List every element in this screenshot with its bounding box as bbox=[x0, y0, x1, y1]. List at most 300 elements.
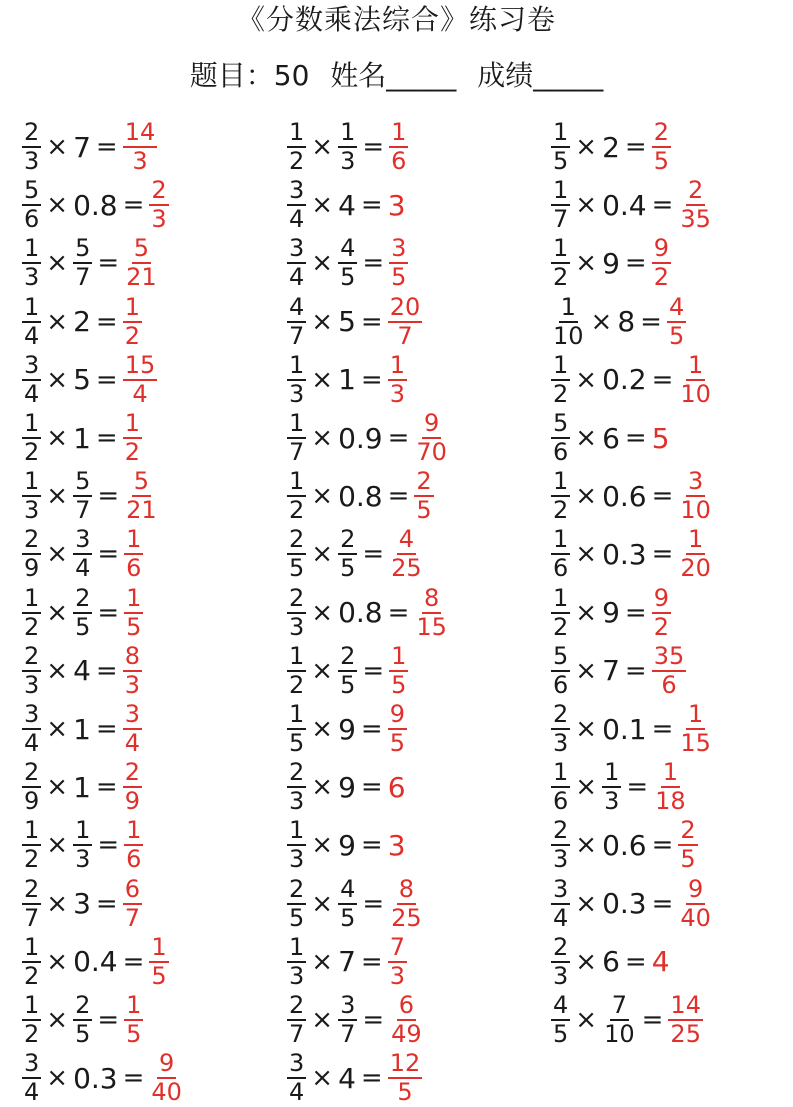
denominator: 3 bbox=[24, 496, 40, 525]
denominator: 3 bbox=[132, 147, 148, 175]
numerator: 3 bbox=[391, 234, 407, 263]
answer-fraction bbox=[123, 120, 158, 174]
number: 9 bbox=[338, 712, 356, 746]
numerator: 1 bbox=[340, 118, 356, 146]
fraction bbox=[287, 411, 306, 465]
denominator: 70 bbox=[416, 438, 447, 466]
number: 1 bbox=[338, 363, 356, 397]
numerator: 5 bbox=[133, 234, 150, 263]
fraction bbox=[287, 702, 306, 756]
numerator: 2 bbox=[680, 816, 696, 845]
numerator: 8 bbox=[124, 641, 140, 670]
denominator: 4 bbox=[289, 205, 305, 234]
equals-sign: = bbox=[360, 714, 383, 744]
equals-sign: = bbox=[360, 772, 383, 803]
multiplication-problem bbox=[549, 816, 700, 874]
answer-fraction bbox=[389, 236, 408, 290]
denominator: 5 bbox=[126, 1020, 142, 1048]
numerator: 1 bbox=[126, 991, 142, 1019]
fraction bbox=[22, 583, 41, 641]
times-sign: × bbox=[311, 1063, 334, 1094]
denominator: 7 bbox=[289, 321, 305, 350]
numerator: 6 bbox=[124, 874, 140, 903]
fraction bbox=[551, 350, 570, 408]
fraction bbox=[287, 527, 306, 581]
number: 7 bbox=[602, 654, 620, 688]
numerator: 2 bbox=[24, 525, 40, 554]
fraction bbox=[287, 932, 306, 990]
denominator: 2 bbox=[24, 1020, 40, 1048]
denominator: 2 bbox=[289, 496, 305, 525]
denominator: 3 bbox=[604, 787, 620, 816]
fraction bbox=[22, 236, 41, 290]
answer-number: 5 bbox=[651, 421, 670, 455]
number: 6 bbox=[602, 421, 620, 455]
answer-fraction bbox=[389, 874, 424, 932]
answer-fraction bbox=[123, 760, 142, 814]
multiplication-problem bbox=[20, 700, 144, 758]
denominator: 6 bbox=[391, 147, 407, 175]
number: 6 bbox=[602, 945, 620, 979]
answer-fraction bbox=[124, 583, 143, 641]
equals-sign: = bbox=[97, 248, 120, 279]
denominator: 6 bbox=[553, 438, 569, 466]
denominator: 3 bbox=[389, 961, 405, 990]
number: 1 bbox=[73, 421, 91, 455]
student-name-field: 姓名_____ bbox=[330, 59, 457, 92]
multiplication-problem bbox=[285, 234, 410, 292]
answer-fraction bbox=[389, 527, 424, 581]
answer-fraction bbox=[388, 932, 407, 990]
numerator: 1 bbox=[24, 583, 40, 612]
numerator: 1 bbox=[289, 118, 305, 146]
equals-sign: = bbox=[360, 364, 383, 395]
numerator: 1 bbox=[289, 350, 305, 379]
times-sign: × bbox=[575, 539, 598, 570]
fraction bbox=[73, 527, 92, 581]
numerator: 2 bbox=[24, 118, 40, 146]
numerator: 5 bbox=[553, 409, 569, 437]
multiplication-problem bbox=[285, 467, 436, 525]
denominator: 2 bbox=[124, 321, 140, 350]
denominator: 2 bbox=[653, 612, 669, 641]
multiplication-problem bbox=[20, 118, 159, 176]
multiplication-problem bbox=[20, 351, 159, 409]
numerator: 2 bbox=[340, 525, 356, 554]
numerator: 12 bbox=[389, 1049, 421, 1078]
multiplication-problem bbox=[549, 584, 673, 642]
denominator: 3 bbox=[553, 729, 569, 757]
denominator: 3 bbox=[289, 845, 305, 874]
denominator: 5 bbox=[340, 903, 356, 932]
denominator: 2 bbox=[553, 263, 569, 292]
denominator: 4 bbox=[24, 321, 40, 350]
fraction bbox=[338, 641, 357, 699]
fraction bbox=[287, 641, 306, 699]
numerator: 1 bbox=[391, 118, 407, 146]
number: 5 bbox=[338, 305, 356, 339]
numerator: 2 bbox=[24, 758, 40, 787]
multiplication-problem bbox=[285, 991, 426, 1049]
denominator: 3 bbox=[124, 670, 140, 699]
denominator: 5 bbox=[340, 263, 356, 292]
numerator: 1 bbox=[688, 350, 704, 379]
numerator: 5 bbox=[553, 641, 569, 670]
numerator: 2 bbox=[289, 758, 305, 787]
answer-number: 4 bbox=[651, 945, 670, 979]
fraction bbox=[551, 874, 570, 932]
numerator: 5 bbox=[24, 176, 40, 205]
fraction bbox=[551, 411, 570, 465]
times-sign: × bbox=[311, 597, 334, 628]
denominator: 9 bbox=[124, 787, 140, 816]
numerator: 2 bbox=[416, 467, 432, 496]
fraction bbox=[551, 702, 570, 756]
denominator: 5 bbox=[340, 670, 356, 699]
answer-fraction bbox=[414, 411, 449, 465]
number: 0.8 bbox=[338, 596, 383, 630]
numerator: 1 bbox=[24, 409, 40, 437]
denominator: 2 bbox=[289, 147, 305, 175]
answer-fraction bbox=[652, 120, 671, 174]
times-sign: × bbox=[46, 597, 69, 628]
times-sign: × bbox=[46, 714, 69, 744]
numerator: 9 bbox=[389, 700, 405, 728]
denominator: 3 bbox=[289, 379, 305, 408]
times-sign: × bbox=[575, 714, 598, 744]
number: 4 bbox=[73, 654, 91, 688]
answer-fraction bbox=[123, 350, 158, 408]
answer-fraction bbox=[678, 469, 713, 523]
equals-sign: = bbox=[362, 655, 385, 686]
denominator: 5 bbox=[416, 496, 432, 525]
numerator: 1 bbox=[24, 816, 40, 845]
worksheet-title: 《分数乘法综合》练习卷 bbox=[236, 3, 556, 36]
equals-sign: = bbox=[641, 1005, 664, 1035]
denominator: 3 bbox=[289, 787, 305, 816]
fraction bbox=[287, 1051, 306, 1105]
times-sign: × bbox=[575, 248, 598, 279]
multiplication-problem bbox=[549, 933, 672, 991]
fraction bbox=[338, 874, 357, 932]
times-sign: × bbox=[311, 655, 334, 686]
numerator: 3 bbox=[289, 176, 305, 205]
answer-fraction bbox=[652, 236, 671, 290]
fraction bbox=[22, 1051, 41, 1105]
denominator: 7 bbox=[397, 321, 413, 350]
multiplication-problem bbox=[549, 991, 705, 1049]
denominator: 25 bbox=[670, 1020, 701, 1048]
fraction bbox=[551, 292, 586, 350]
score-field: 成绩_____ bbox=[477, 59, 604, 92]
number: 4 bbox=[338, 1061, 356, 1095]
number: 7 bbox=[338, 945, 356, 979]
multiplication-problem bbox=[285, 351, 409, 409]
numerator: 4 bbox=[668, 292, 685, 321]
times-sign: × bbox=[46, 772, 69, 803]
numerator: 1 bbox=[24, 991, 40, 1019]
denominator: 10 bbox=[680, 496, 711, 525]
answer-fraction bbox=[388, 292, 423, 350]
answer-fraction bbox=[149, 1051, 184, 1105]
denominator: 3 bbox=[151, 205, 167, 234]
times-sign: × bbox=[575, 888, 598, 919]
equals-sign: = bbox=[95, 306, 118, 337]
times-sign: × bbox=[575, 364, 598, 395]
times-sign: × bbox=[46, 888, 69, 919]
fraction bbox=[338, 993, 357, 1047]
multiplication-problem bbox=[20, 467, 161, 525]
denominator: 7 bbox=[553, 205, 569, 234]
numerator: 6 bbox=[398, 991, 415, 1019]
denominator: 10 bbox=[680, 379, 711, 408]
numerator: 2 bbox=[75, 583, 91, 612]
numerator: 1 bbox=[24, 234, 40, 263]
equals-sign: = bbox=[122, 190, 145, 221]
numerator: 1 bbox=[289, 467, 305, 496]
numerator: 9 bbox=[688, 874, 704, 903]
times-sign: × bbox=[46, 190, 69, 221]
denominator: 5 bbox=[391, 263, 407, 292]
denominator: 5 bbox=[389, 729, 405, 757]
answer-fraction bbox=[668, 993, 703, 1047]
answer-fraction bbox=[414, 583, 449, 641]
denominator: 10 bbox=[604, 1020, 635, 1048]
times-sign: × bbox=[590, 306, 613, 337]
times-sign: × bbox=[575, 597, 598, 628]
numerator: 1 bbox=[688, 700, 704, 728]
number: 3 bbox=[73, 887, 91, 921]
fraction bbox=[551, 178, 570, 232]
numerator: 1 bbox=[604, 758, 620, 787]
answer-fraction bbox=[389, 993, 424, 1047]
denominator: 2 bbox=[553, 612, 569, 641]
multiplication-problem bbox=[549, 409, 672, 467]
equals-sign: = bbox=[122, 1063, 145, 1094]
answer-fraction bbox=[652, 641, 687, 699]
multiplication-problem bbox=[549, 758, 690, 816]
numerator: 3 bbox=[124, 700, 140, 728]
numerator: 1 bbox=[24, 467, 40, 496]
denominator: 3 bbox=[289, 961, 305, 990]
number: 4 bbox=[338, 188, 356, 222]
denominator: 2 bbox=[553, 496, 569, 525]
numerator: 1 bbox=[553, 234, 569, 263]
multiplication-problem bbox=[20, 991, 145, 1049]
times-sign: × bbox=[311, 946, 334, 977]
numerator: 1 bbox=[553, 118, 569, 146]
denominator: 7 bbox=[289, 438, 305, 466]
denominator: 3 bbox=[553, 845, 569, 874]
numerator: 3 bbox=[553, 874, 569, 903]
times-sign: × bbox=[575, 481, 598, 512]
answer-fraction bbox=[388, 702, 407, 756]
multiplication-problem bbox=[20, 758, 144, 816]
numerator: 8 bbox=[398, 874, 415, 903]
fraction bbox=[551, 818, 570, 872]
numerator: 1 bbox=[662, 758, 679, 787]
equals-sign: = bbox=[122, 946, 145, 977]
numerator: 1 bbox=[289, 700, 305, 728]
multiplication-problem bbox=[285, 700, 409, 758]
denominator: 2 bbox=[24, 961, 40, 990]
denominator: 40 bbox=[151, 1078, 182, 1107]
equals-sign: = bbox=[624, 132, 647, 162]
number: 9 bbox=[602, 596, 620, 630]
times-sign: × bbox=[575, 1005, 598, 1035]
numerator: 1 bbox=[553, 467, 569, 496]
equals-sign: = bbox=[360, 190, 383, 221]
equals-sign: = bbox=[387, 481, 410, 512]
number: 2 bbox=[602, 130, 620, 164]
answer-number: 3 bbox=[387, 828, 406, 862]
multiplication-problem bbox=[285, 1049, 424, 1107]
multiplication-problem bbox=[285, 875, 426, 933]
times-sign: × bbox=[311, 539, 334, 570]
multiplication-problem bbox=[549, 875, 715, 933]
denominator: 4 bbox=[24, 729, 40, 757]
denominator: 18 bbox=[655, 787, 686, 816]
denominator: 5 bbox=[397, 1078, 413, 1107]
answer-fraction bbox=[653, 760, 688, 814]
multiplication-problem bbox=[20, 1049, 186, 1107]
equals-sign: = bbox=[651, 481, 674, 512]
numerator: 1 bbox=[688, 525, 704, 554]
numerator: 4 bbox=[553, 991, 569, 1019]
fraction bbox=[287, 993, 306, 1047]
numerator: 2 bbox=[289, 991, 305, 1019]
fraction bbox=[22, 760, 41, 814]
fraction bbox=[22, 932, 41, 990]
times-sign: × bbox=[311, 306, 334, 337]
answer-fraction bbox=[678, 874, 713, 932]
equals-sign: = bbox=[624, 597, 647, 628]
denominator: 4 bbox=[289, 263, 305, 292]
equals-sign: = bbox=[95, 714, 118, 744]
numerator: 14 bbox=[124, 118, 156, 146]
number: 0.3 bbox=[602, 887, 647, 921]
fraction bbox=[22, 818, 41, 872]
numerator: 8 bbox=[424, 583, 440, 612]
multiplication-problem bbox=[20, 293, 144, 351]
multiplication-problem bbox=[285, 176, 408, 234]
answer-fraction bbox=[123, 702, 142, 756]
fraction bbox=[22, 874, 41, 932]
fraction bbox=[551, 236, 570, 290]
denominator: 5 bbox=[680, 845, 696, 874]
number: 0.1 bbox=[602, 712, 647, 746]
number: 0.3 bbox=[602, 537, 647, 571]
equals-sign: = bbox=[624, 655, 647, 686]
denominator: 9 bbox=[24, 787, 40, 816]
numerator: 2 bbox=[653, 118, 669, 146]
number: 0.8 bbox=[73, 188, 118, 222]
equals-sign: = bbox=[97, 481, 120, 512]
number: 1 bbox=[73, 712, 91, 746]
times-sign: × bbox=[46, 364, 69, 395]
numerator: 2 bbox=[340, 641, 356, 670]
denominator: 35 bbox=[680, 205, 711, 234]
times-sign: × bbox=[311, 423, 334, 453]
equals-sign: = bbox=[360, 946, 383, 977]
numerator: 1 bbox=[126, 583, 142, 612]
numerator: 2 bbox=[688, 176, 704, 205]
fraction bbox=[22, 178, 41, 232]
denominator: 7 bbox=[24, 903, 40, 932]
numerator: 1 bbox=[553, 758, 569, 787]
answer-number: 3 bbox=[387, 188, 406, 222]
numerator: 5 bbox=[75, 467, 91, 496]
denominator: 7 bbox=[75, 496, 91, 525]
number: 9 bbox=[338, 770, 356, 804]
answer-fraction bbox=[124, 469, 159, 523]
numerator: 3 bbox=[289, 234, 305, 263]
answer-fraction bbox=[414, 469, 433, 523]
times-sign: × bbox=[575, 132, 598, 162]
numerator: 2 bbox=[289, 525, 305, 554]
numerator: 15 bbox=[124, 350, 156, 379]
number: 0.2 bbox=[602, 363, 647, 397]
times-sign: × bbox=[46, 132, 69, 162]
equals-sign: = bbox=[97, 1005, 120, 1035]
denominator: 5 bbox=[289, 903, 305, 932]
times-sign: × bbox=[575, 655, 598, 686]
equals-sign: = bbox=[624, 946, 647, 977]
denominator: 5 bbox=[289, 729, 305, 757]
fraction bbox=[287, 178, 306, 232]
fraction bbox=[73, 583, 92, 641]
denominator: 4 bbox=[132, 379, 148, 408]
multiplication-problem bbox=[549, 118, 673, 176]
times-sign: × bbox=[46, 481, 69, 512]
denominator: 5 bbox=[340, 554, 356, 583]
answer-fraction bbox=[678, 527, 713, 581]
equals-sign: = bbox=[362, 539, 385, 570]
answer-number: 6 bbox=[387, 770, 406, 804]
denominator: 6 bbox=[126, 554, 142, 583]
denominator: 2 bbox=[553, 379, 569, 408]
numerator: 5 bbox=[133, 467, 150, 496]
multiplication-problem bbox=[20, 525, 145, 583]
times-sign: × bbox=[46, 306, 69, 337]
numerator: 2 bbox=[75, 991, 91, 1019]
denominator: 6 bbox=[553, 670, 569, 699]
numerator: 1 bbox=[289, 816, 305, 845]
multiplication-problem bbox=[285, 933, 409, 991]
fraction bbox=[287, 350, 306, 408]
fraction bbox=[22, 993, 41, 1047]
fraction bbox=[551, 120, 570, 174]
numerator: 1 bbox=[553, 350, 569, 379]
numerator: 1 bbox=[289, 932, 305, 961]
equals-sign: = bbox=[640, 306, 662, 337]
fraction bbox=[338, 236, 357, 290]
denominator: 6 bbox=[553, 554, 569, 583]
times-sign: × bbox=[311, 830, 334, 861]
times-sign: × bbox=[46, 655, 69, 686]
denominator: 2 bbox=[124, 438, 140, 466]
times-sign: × bbox=[311, 190, 334, 221]
numerator: 1 bbox=[553, 583, 569, 612]
numerator: 4 bbox=[398, 525, 415, 554]
denominator: 2 bbox=[289, 670, 305, 699]
denominator: 4 bbox=[75, 554, 91, 583]
numerator: 1 bbox=[126, 816, 142, 845]
numerator: 9 bbox=[653, 583, 669, 612]
denominator: 3 bbox=[389, 379, 405, 408]
denominator: 20 bbox=[680, 554, 711, 583]
numerator: 3 bbox=[24, 350, 40, 379]
